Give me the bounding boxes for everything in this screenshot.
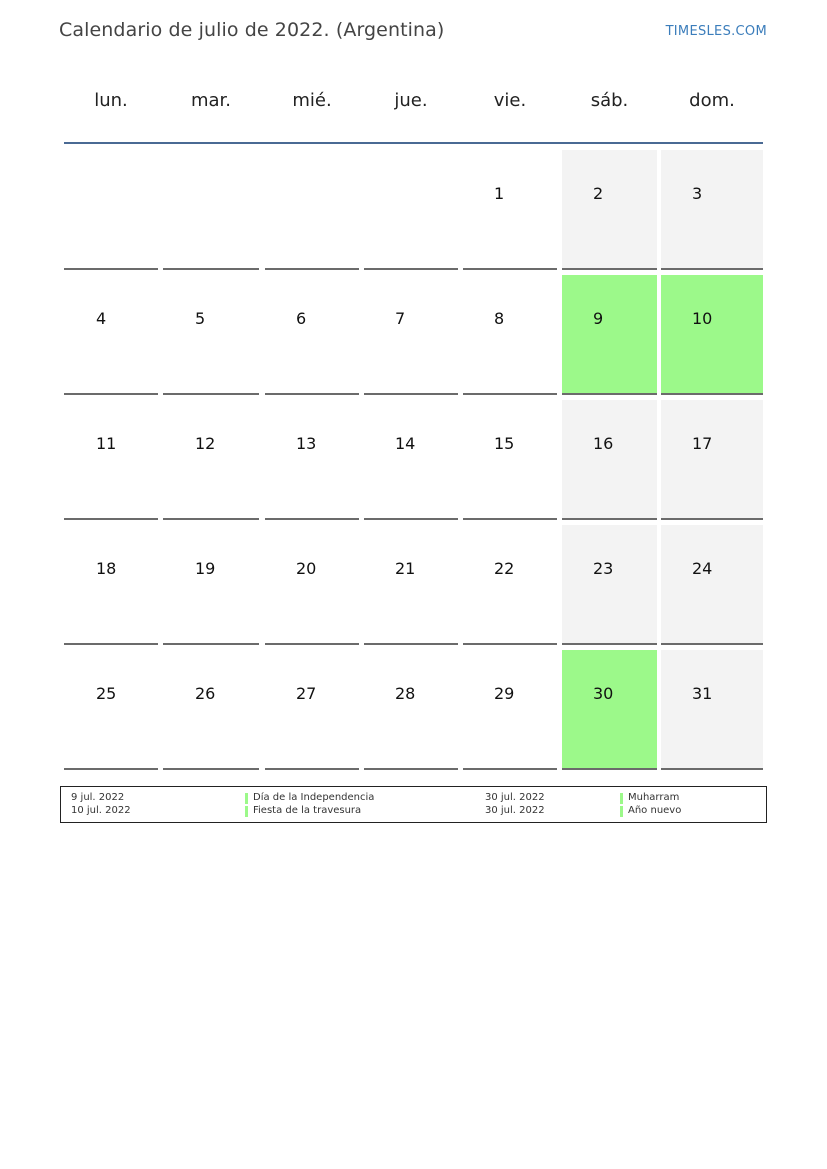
day-number: 21 (395, 559, 416, 578)
legend-color-marker (245, 793, 248, 804)
day-cell[interactable] (265, 400, 359, 520)
weekday-label: vie. (493, 90, 527, 111)
day-cell[interactable] (661, 525, 763, 645)
day-cell[interactable] (661, 400, 763, 520)
empty-day-cell (64, 150, 158, 270)
weekday-label: dom. (689, 90, 735, 111)
day-number: 31 (692, 684, 713, 703)
brand-link[interactable]: TIMESLES.COM (665, 24, 767, 39)
day-cell[interactable] (463, 400, 557, 520)
day-number: 18 (96, 559, 117, 578)
weekday-header-row (64, 90, 764, 118)
day-number: 22 (494, 559, 515, 578)
day-number: 7 (395, 309, 406, 328)
day-cell[interactable] (364, 650, 458, 770)
day-number: 28 (395, 684, 416, 703)
day-number: 29 (494, 684, 515, 703)
day-cell[interactable] (265, 275, 359, 395)
empty-day-cell (364, 150, 458, 270)
day-number: 4 (96, 309, 107, 328)
day-number: 19 (195, 559, 216, 578)
day-number: 13 (296, 434, 317, 453)
legend-date: 9 jul. 2022 (71, 792, 125, 803)
weekday-label: sáb. (590, 90, 629, 111)
day-cell[interactable] (463, 150, 557, 270)
legend-color-marker (620, 806, 623, 817)
weekday-label: mié. (292, 90, 332, 111)
day-cell[interactable] (463, 275, 557, 395)
day-number: 11 (96, 434, 117, 453)
legend-holiday-name: Fiesta de la travesura (253, 805, 362, 816)
day-cell[interactable] (562, 525, 657, 645)
day-number: 8 (494, 309, 505, 328)
day-number: 12 (195, 434, 216, 453)
day-number: 20 (296, 559, 317, 578)
day-cell[interactable] (163, 275, 259, 395)
legend-holiday-name: Día de la Independencia (253, 792, 375, 803)
day-cell[interactable] (364, 525, 458, 645)
day-number: 25 (96, 684, 117, 703)
day-cell[interactable] (64, 400, 158, 520)
day-cell[interactable] (265, 525, 359, 645)
day-number: 24 (692, 559, 713, 578)
day-number: 23 (593, 559, 614, 578)
day-number: 6 (296, 309, 307, 328)
day-number: 26 (195, 684, 216, 703)
legend-color-marker (245, 806, 248, 817)
day-number: 10 (692, 309, 713, 328)
day-number: 17 (692, 434, 713, 453)
day-cell[interactable] (163, 525, 259, 645)
day-cell[interactable] (163, 650, 259, 770)
day-number: 9 (593, 309, 604, 328)
day-cell[interactable] (265, 650, 359, 770)
day-number: 5 (195, 309, 206, 328)
day-number: 14 (395, 434, 416, 453)
day-cell[interactable] (661, 650, 763, 770)
legend-holiday-name: Año nuevo (628, 805, 682, 816)
weekday-label: lun. (94, 90, 128, 111)
page-title: Calendario de julio de 2022. (Argentina) (59, 19, 445, 41)
day-number: 2 (593, 184, 604, 203)
empty-day-cell (265, 150, 359, 270)
day-cell[interactable] (562, 275, 657, 395)
day-cell[interactable] (562, 400, 657, 520)
day-number: 1 (494, 184, 505, 203)
legend-holiday-name: Muharram (628, 792, 680, 803)
weekday-label: mar. (190, 90, 232, 111)
day-cell[interactable] (163, 400, 259, 520)
day-cell[interactable] (661, 150, 763, 270)
empty-day-cell (163, 150, 259, 270)
weekday-label: jue. (394, 90, 428, 111)
legend-color-marker (620, 793, 623, 804)
legend-date: 30 jul. 2022 (485, 792, 545, 803)
day-number: 16 (593, 434, 614, 453)
day-cell[interactable] (463, 525, 557, 645)
day-cell[interactable] (364, 275, 458, 395)
holiday-legend (60, 786, 767, 823)
day-cell[interactable] (364, 400, 458, 520)
legend-date: 10 jul. 2022 (71, 805, 131, 816)
day-number: 3 (692, 184, 703, 203)
day-cell[interactable] (562, 650, 657, 770)
day-number: 27 (296, 684, 317, 703)
day-cell[interactable] (463, 650, 557, 770)
day-number: 15 (494, 434, 515, 453)
day-cell[interactable] (562, 150, 657, 270)
day-cell[interactable] (64, 275, 158, 395)
day-cell[interactable] (64, 650, 158, 770)
day-number: 30 (593, 684, 614, 703)
day-cell[interactable] (661, 275, 763, 395)
day-cell[interactable] (64, 525, 158, 645)
header-divider (64, 142, 763, 144)
legend-date: 30 jul. 2022 (485, 805, 545, 816)
